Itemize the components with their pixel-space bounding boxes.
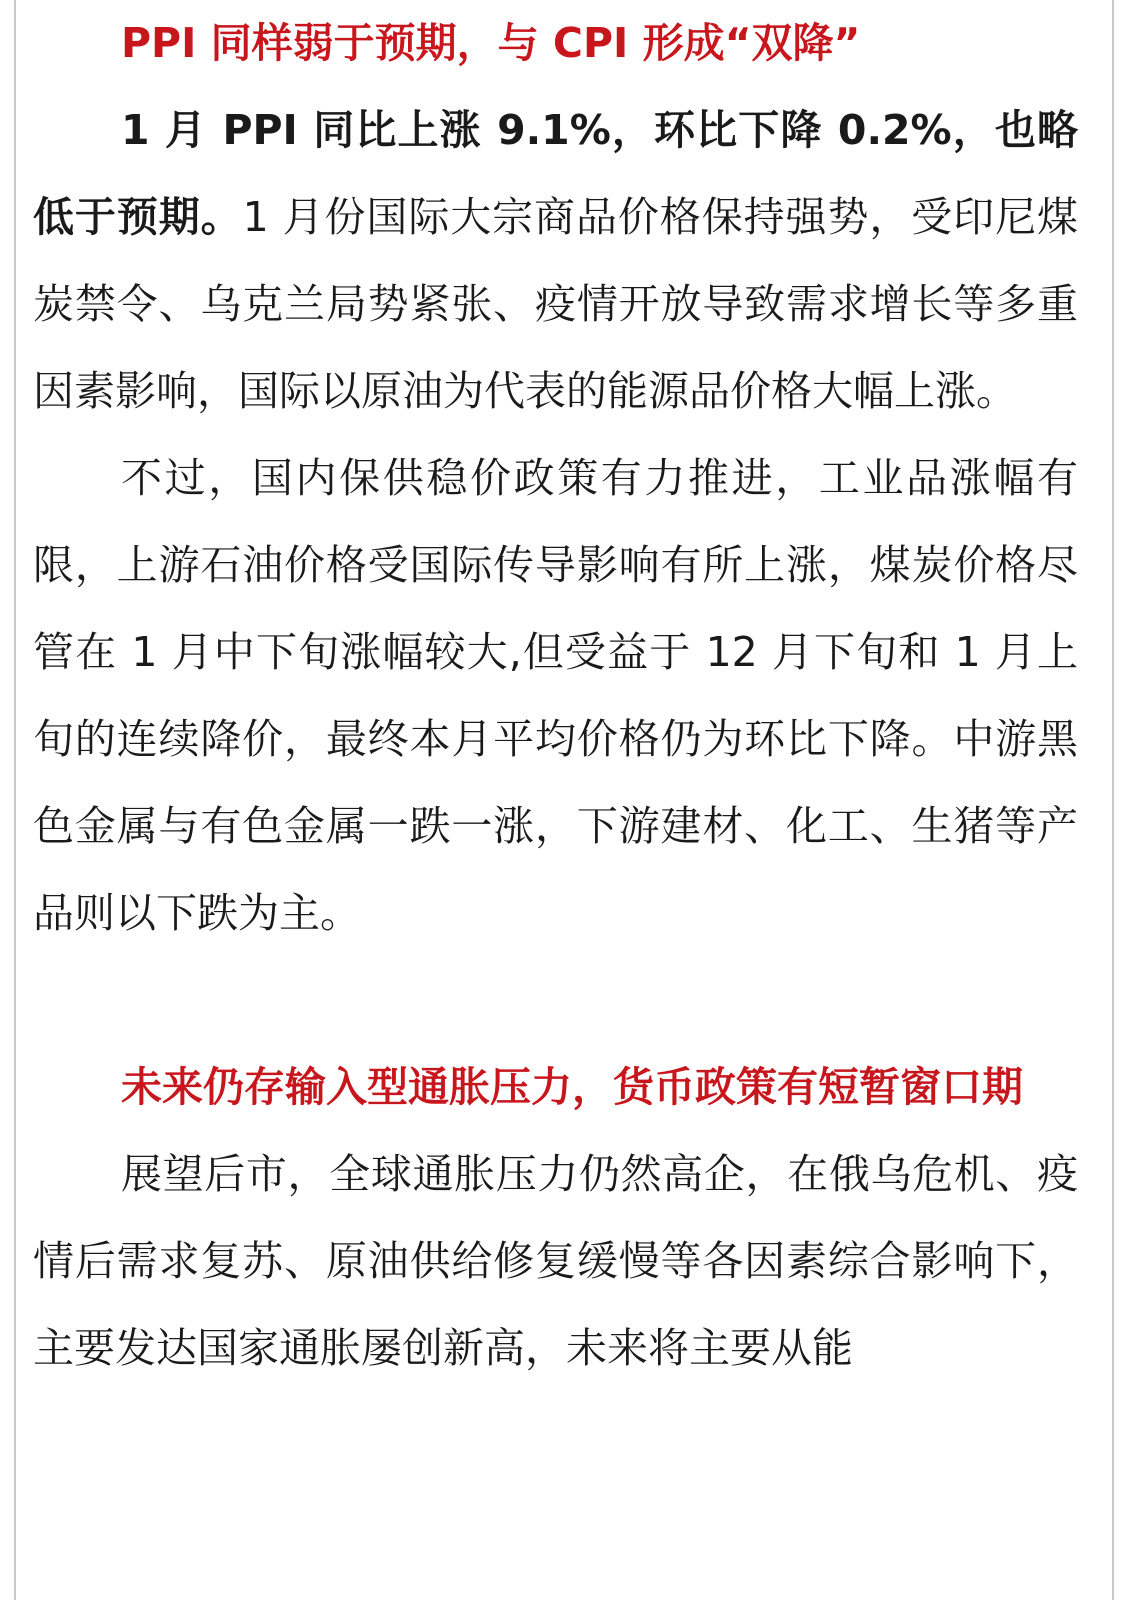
paragraph-domestic-supply: 不过，国内保供稳价政策有力推进，工业品涨幅有限，上游石油价格受国际传导影响有所上涨，煤炭价格尽管在 1 月中下旬涨幅较大,但受益于 12 月下旬和 1 月上旬的连续降价，最终本月平均价格仍为环比下降。中游黑色金属与有色金属一跌一涨，下游建材、化工、生猪等产品则以下跌为主。	[33, 454, 1078, 937]
paragraph-outlook: 展望后市，全球通胀压力仍然高企，在俄乌危机、疫情后需求复苏、原油供给修复缓慢等各因素综合影响下，主要发达国家通胀屡创新高，未来将主要从能	[33, 1150, 1078, 1372]
paragraph-lead-bold: 1 月 PPI 同比上涨 9.1%，环比下降 0.2%，也略低于预期。	[33, 106, 1078, 241]
paragraph-text: 1 月份国际大宗商品价格保持强势，受印尼煤炭禁令、乌克兰局势紧张、疫情开放导致需求增长等多重因素影响，国际以原油为代表的能源品价格大幅上涨。	[33, 193, 1078, 415]
section-heading-ppi: PPI 同样弱于预期，与 CPI 形成“双降”	[121, 19, 861, 67]
article-body	[33, 0, 1078, 1392]
section-heading-outlook: 未来仍存输入型通胀压力，货币政策有短暂窗口期	[121, 1063, 1023, 1111]
paragraph-ppi-summary	[33, 87, 1078, 435]
